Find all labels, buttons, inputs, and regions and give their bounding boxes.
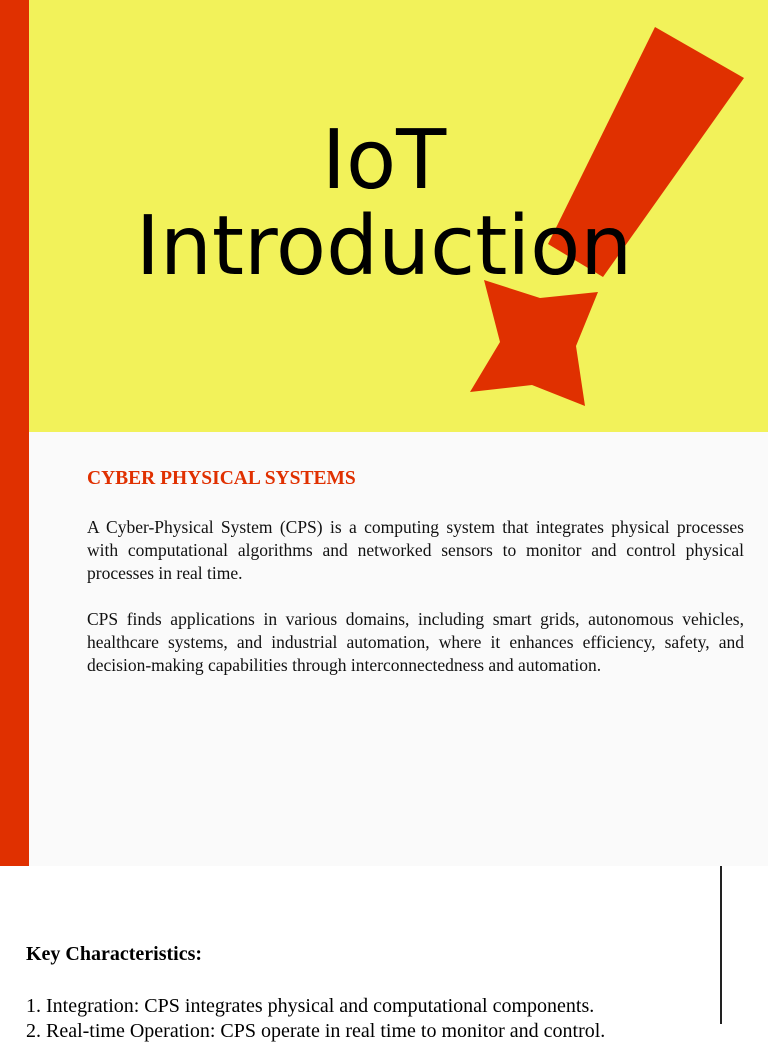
title-line-2: Introduction [135, 199, 633, 294]
list-item: 1. Integration: CPS integrates physical and computational components. [26, 995, 595, 1017]
title-slide [0, 0, 768, 432]
vertical-divider [720, 866, 722, 1024]
paragraph-definition: A Cyber-Physical System (CPS) is a computing system that integrates physical processes with computational algorithms and networked sensors to monitor and control physical processes in real time. [87, 517, 744, 583]
title-line-1: IoT [321, 113, 447, 208]
section-heading: CYBER PHYSICAL SYSTEMS [87, 468, 356, 489]
paragraph-applications: CPS finds applications in various domains, including smart grids, autonomous vehicles, healthcare systems, and industrial automation, where it enhances efficiency, safety, and decision-making capabilities through interconnectedness and automation. [87, 609, 744, 675]
left-accent-bar [0, 432, 29, 866]
exclamation-star-shape [470, 280, 598, 406]
list-item: 2. Real-time Operation: CPS operate in real time to monitor and control. [26, 1020, 606, 1042]
content-slide [0, 432, 768, 866]
slide-title [0, 113, 768, 294]
characteristics-page [0, 866, 768, 1042]
key-characteristics-heading: Key Characteristics: [26, 943, 203, 965]
